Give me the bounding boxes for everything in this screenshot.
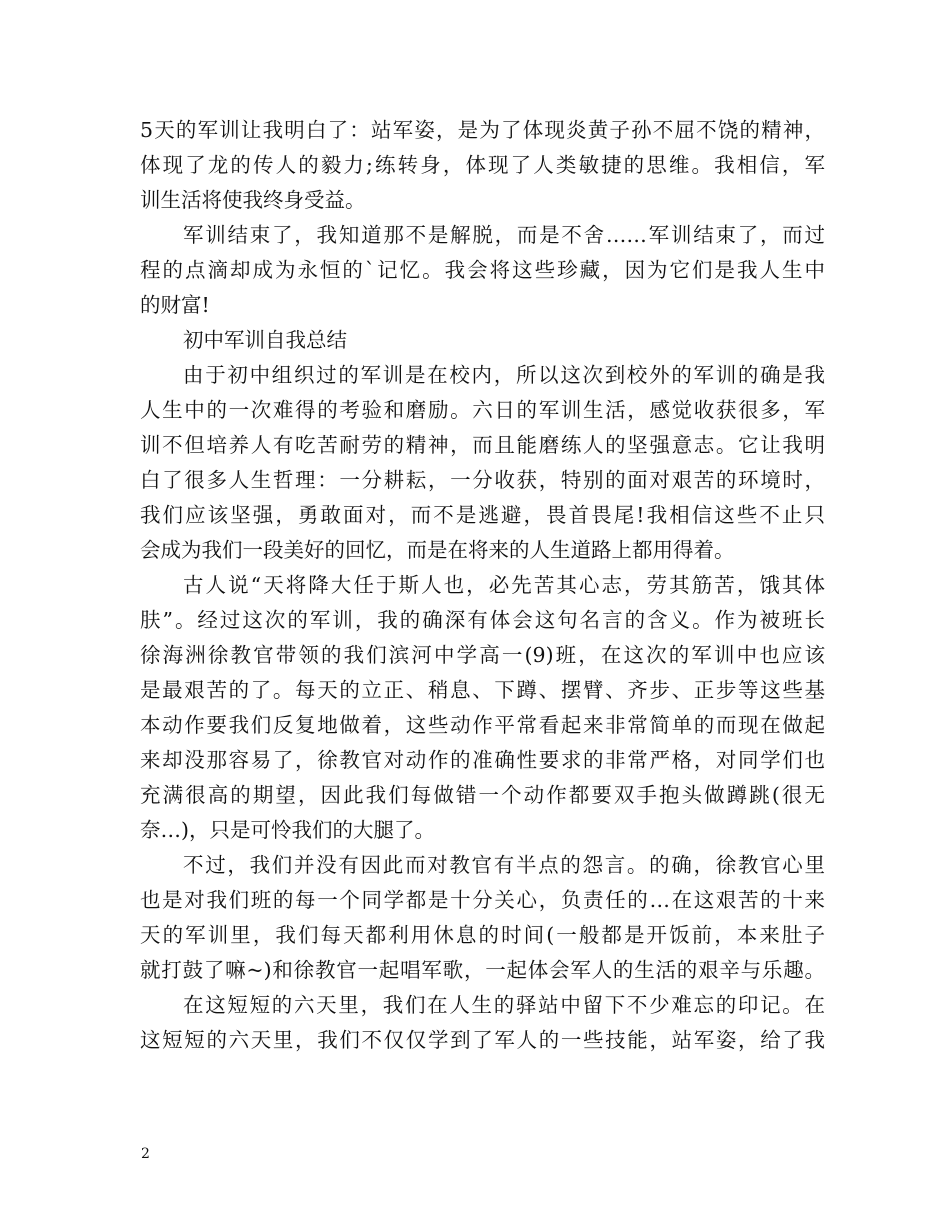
text-line: 训不但培养人有吃苦耐劳的精神，而且能磨练人的坚强意志。它让我明 — [140, 433, 825, 457]
text-line: 体现了龙的传人的毅力;练转身，体现了人类敏捷的思维。我相信，军 — [140, 153, 825, 177]
text-line: 军训结束了，我知道那不是解脱，而是不舍……军训结束了，而过 — [183, 223, 825, 247]
text-line: 在这短短的六天里，我们在人生的驿站中留下不少难忘的印记。在 — [183, 993, 825, 1017]
text-line: 本动作要我们反复地做着，这些动作平常看起来非常简单的而现在做起 — [140, 713, 825, 737]
text-line: 徐海洲徐教官带领的我们滨河中学高一(9)班，在这次的军训中也应该 — [140, 643, 825, 667]
page-number: 2 — [141, 1146, 150, 1162]
text-line: 古人说“天将降大任于斯人也，必先苦其心志，劳其筋苦，饿其体 — [183, 573, 825, 597]
text-line: 由于初中组织过的军训是在校内，所以这次到校外的军训的确是我 — [183, 363, 825, 387]
text-line: 程的点滴却成为永恒的`记忆。我会将这些珍藏，因为它们是我人生中 — [140, 258, 825, 282]
text-line: 白了很多人生哲理：一分耕耘，一分收获，特别的面对艰苦的环境时， — [140, 468, 825, 492]
text-line: 奈…)，只是可怜我们的大腿了。 — [140, 818, 435, 842]
text-line: 是最艰苦的了。每天的立正、稍息、下蹲、摆臂、齐步、正步等这些基 — [140, 678, 825, 702]
text-line: 人生中的一次难得的考验和磨励。六日的军训生活，感觉收获很多，军 — [140, 398, 825, 422]
text-line: 也是对我们班的每一个同学都是十分关心，负责任的…在这艰苦的十来 — [140, 888, 825, 912]
text-line: 不过，我们并没有因此而对教官有半点的怨言。的确，徐教官心里 — [183, 853, 825, 877]
text-line: 5天的军训让我明白了：站军姿，是为了体现炎黄子孙不屈不饶的精神， — [140, 118, 825, 142]
text-line: 充满很高的期望，因此我们每做错一个动作都要双手抱头做蹲跳(很无 — [140, 783, 825, 807]
text-line: 天的军训里，我们每天都利用休息的时间(一般都是开饭前，本来肚子 — [140, 923, 825, 947]
text-line: 我们应该坚强，勇敢面对，而不是逃避，畏首畏尾!我相信这些不止只 — [140, 503, 825, 527]
text-line: 肤”。经过这次的军训，我的确深有体会这句名言的含义。作为被班长 — [140, 608, 825, 632]
text-line: 训生活将使我终身受益。 — [140, 188, 366, 212]
text-line: 来却没那容易了，徐教官对动作的准确性要求的非常严格，对同学们也 — [140, 748, 825, 772]
text-line: 就打鼓了嘛~)和徐教官一起唱军歌，一起体会军人的生活的艰辛与乐趣。 — [140, 958, 825, 982]
text-line: 这短短的六天里，我们不仅仅学到了军人的一些技能，站军姿，给了我 — [140, 1028, 825, 1052]
document-body — [140, 113, 825, 1058]
section-heading: 初中军训自我总结 — [183, 328, 347, 352]
text-line: 的财富! — [140, 293, 210, 317]
text-line: 会成为我们一段美好的回忆，而是在将来的人生道路上都用得着。 — [140, 538, 735, 562]
